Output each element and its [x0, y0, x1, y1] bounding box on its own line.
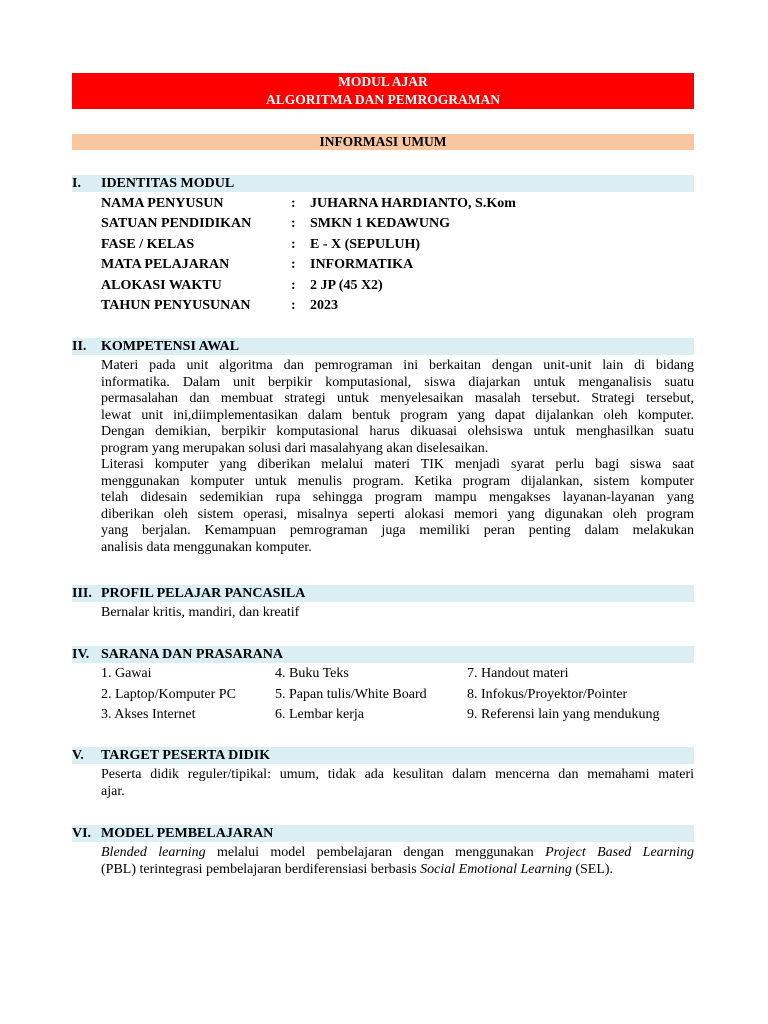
sarana-item: 2. Laptop/Komputer PC — [101, 687, 236, 702]
module-title-line1: MODUL AJAR — [338, 74, 428, 89]
section-title: TARGET PESERTA DIDIK — [101, 748, 271, 763]
paragraph-line: Peserta didik reguler/tipikal: umum, tidak ada kesulitan dalam mencerna dan memahami materi — [101, 767, 694, 782]
italic-term: Blended learning — [101, 845, 206, 860]
section-title: MODEL PEMBELAJARAN — [101, 826, 274, 841]
identitas-value: SMKN 1 KEDAWUNG — [310, 216, 451, 231]
section-sarana-heading — [72, 646, 694, 663]
identitas-value: E - X (SEPULUH) — [310, 237, 421, 252]
info-umum-heading: INFORMASI UMUM — [72, 134, 694, 150]
section-number: V. — [72, 748, 84, 763]
section-model-heading — [72, 825, 694, 842]
identitas-key: TAHUN PENYUSUNAN — [101, 298, 251, 313]
section-number: IV. — [72, 647, 90, 662]
paragraph-text: melalui model pembelajaran dengan menggunakan — [205, 845, 546, 860]
identitas-key: SATUAN PENDIDIKAN — [101, 216, 252, 231]
sarana-item: 5. Papan tulis/White Board — [275, 687, 427, 702]
sarana-item: 9. Referensi lain yang mendukung — [467, 707, 660, 722]
paragraph-line: permasalahan dan membuat strategi untuk menyelesaikan masalah tersebut. Strategi tersebut, — [101, 391, 694, 406]
module-title-line2: ALGORITMA DAN PEMROGRAMAN — [266, 92, 500, 107]
paragraph-line: menggunakan komputer untuk menulis program. Ketika program dijalankan, sistem komputer — [101, 473, 694, 489]
section-number: II. — [72, 339, 87, 354]
identitas-value: INFORMATIKA — [310, 257, 414, 272]
section-number: VI. — [72, 826, 92, 841]
identitas-key: FASE / KELAS — [101, 237, 195, 252]
target-paragraph — [101, 767, 694, 800]
identitas-value: 2023 — [310, 298, 338, 313]
identitas-key: MATA PELAJARAN — [101, 257, 230, 272]
identitas-value: 2 JP (45 X2) — [310, 278, 383, 293]
paragraph-line: yang berjalan. Kemampuan pemrograman juga memiliki peran penting dalam melakukan — [101, 523, 694, 538]
paragraph-line: informatika. Dalam unit berpikir komputasional, siswa diajarkan untuk menganalisis suatu — [101, 374, 694, 390]
identitas-colon: : — [291, 196, 296, 211]
paragraph-line: Dengan demikian, berpikir komputasional harus dikuasai olehsiswa untuk menghasilkan suatu — [101, 424, 694, 439]
identitas-colon: : — [291, 257, 296, 272]
paragraph-line: program yang merupakan solusi dari masalahyang akan diselesaikan. — [101, 440, 489, 456]
section-number: I. — [72, 176, 81, 191]
paragraph-line — [101, 845, 694, 862]
sarana-item: 7. Handout materi — [467, 666, 569, 681]
sarana-item: 3. Akses Internet — [101, 707, 196, 722]
kompetensi-paragraph — [101, 358, 694, 556]
section-target-heading — [72, 747, 694, 764]
paragraph-line: telah didesain sedemikian rupa sehingga program mampu mengakses layanan-layanan yang — [101, 490, 694, 505]
identitas-key: NAMA PENYUSUN — [101, 196, 224, 211]
identitas-key: ALOKASI WAKTU — [101, 278, 222, 293]
section-identitas-heading — [72, 175, 694, 192]
section-title: KOMPETENSI AWAL — [101, 339, 240, 354]
paragraph-line — [101, 862, 694, 879]
sarana-item: 8. Infokus/Proyektor/Pointer — [467, 687, 628, 702]
identitas-colon: : — [291, 298, 296, 313]
paragraph-text: (SEL). — [571, 861, 614, 877]
sarana-item: 4. Buku Teks — [275, 666, 349, 681]
section-title: PROFIL PELAJAR PANCASILA — [101, 586, 306, 601]
paragraph-text: (PBL) terintegrasi pembelajaran berdiferensiasi berbasis — [101, 861, 421, 877]
paragraph-line: lewat unit ini,diimplementasikan dalam bentuk program yang dapat dijalankan oleh komputer. — [101, 407, 694, 423]
italic-term: Social Emotional Learning — [420, 861, 572, 877]
italic-term: Project Based Learning — [545, 845, 694, 860]
paragraph-line: Literasi komputer yang diberikan melalui materi TIK menjadi syarat perlu bagi siswa saat — [101, 457, 694, 472]
section-title: IDENTITAS MODUL — [101, 176, 235, 191]
paragraph-line: analisis data menggunakan komputer. — [101, 539, 312, 555]
paragraph-line: diberikan oleh sistem operasi, misalnya seperti alokasi memori yang digunakan oleh program — [101, 506, 694, 522]
sarana-item: 1. Gawai — [101, 666, 152, 681]
profil-text: Bernalar kritis, mandiri, dan kreatif — [101, 605, 300, 620]
paragraph-line: ajar. — [101, 783, 125, 799]
identitas-colon: : — [291, 216, 296, 231]
section-kompetensi-heading — [72, 338, 694, 355]
identitas-colon: : — [291, 278, 296, 293]
sarana-item: 6. Lembar kerja — [275, 707, 365, 722]
module-title-banner — [72, 73, 694, 109]
identitas-colon: : — [291, 237, 296, 252]
section-profil-heading — [72, 585, 694, 602]
identitas-value: JUHARNA HARDIANTO, S.Kom — [310, 196, 516, 211]
paragraph-line: Materi pada unit algoritma dan pemrograman ini berkaitan dengan unit-unit lain di bidang — [101, 358, 694, 373]
section-title: SARANA DAN PRASARANA — [101, 647, 284, 662]
model-paragraph — [101, 845, 694, 878]
section-number: III. — [72, 586, 92, 601]
